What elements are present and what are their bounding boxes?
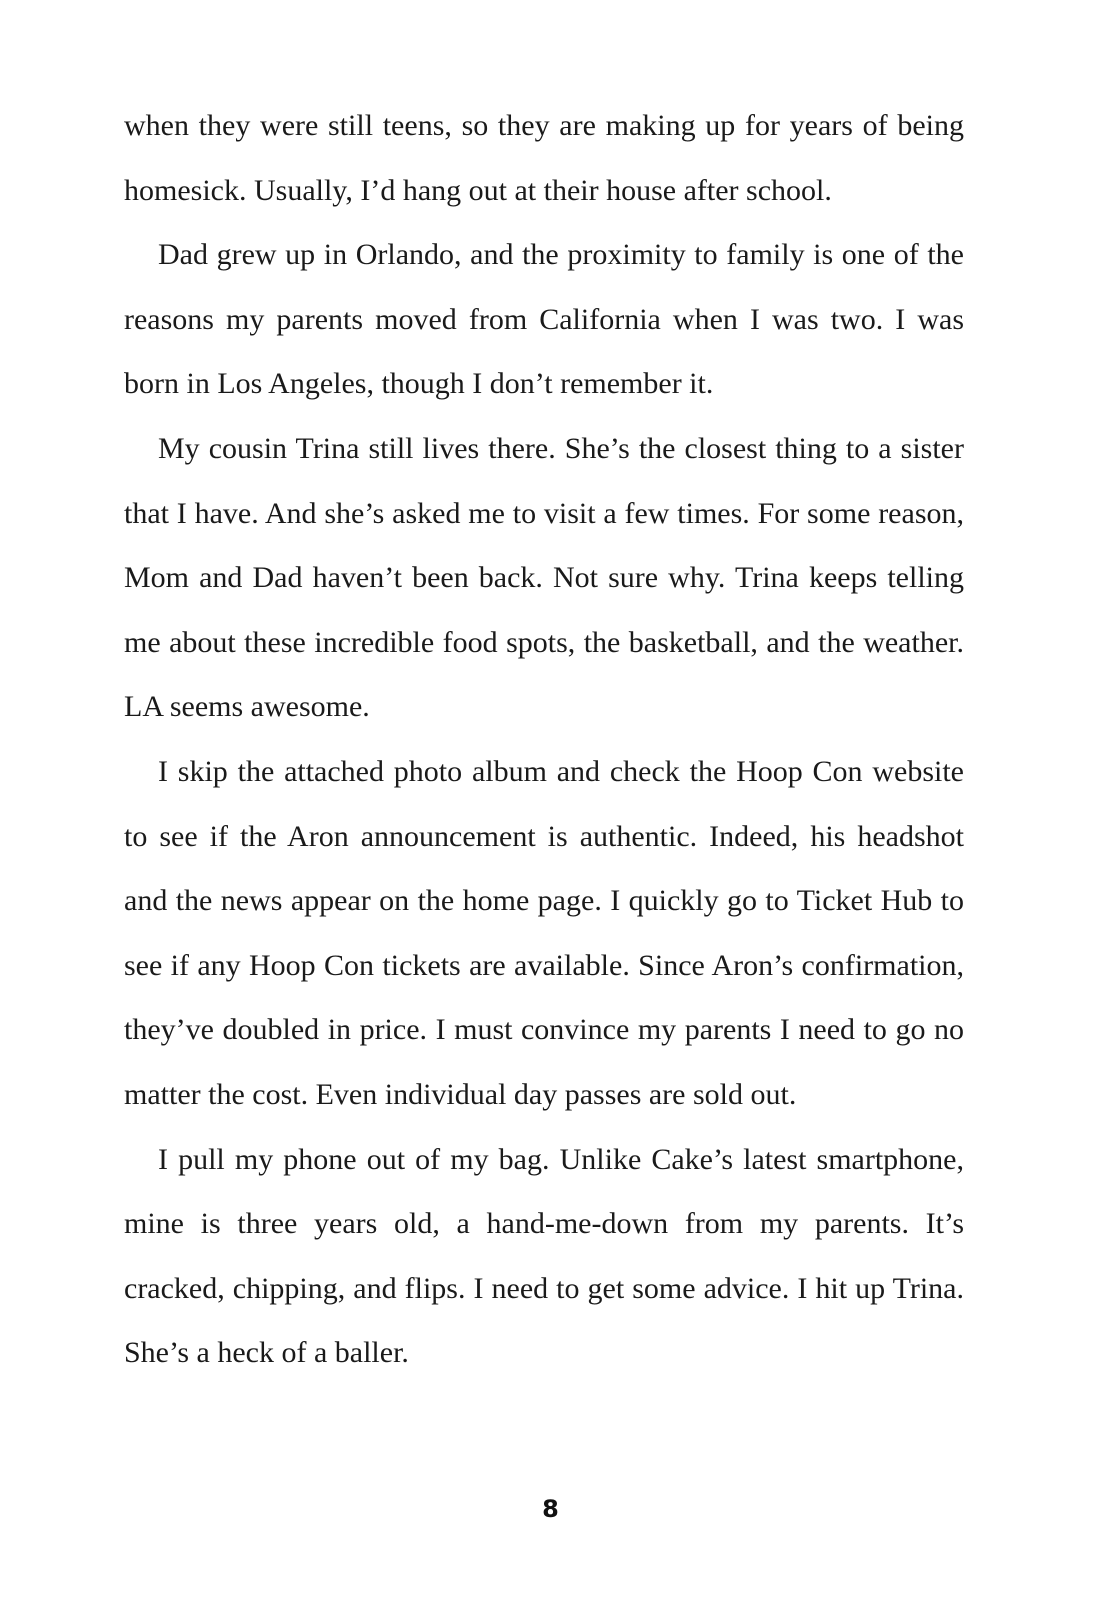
paragraph: I pull my phone out of my bag. Unlike Cake’s latest smartphone, mine is three years old, a hand-me-down from my parents. It’s cracked, chipping, and flips. I need to get some advice. I hit up Trina. She’s a heck of a baller. — [124, 1142, 964, 1370]
paragraph: My cousin Trina still lives there. She’s the closest thing to a sister that I have. And she’s asked me to visit a few times. For some reason, Mom and Dad haven’t been back. Not sure why. Trina keeps telling me about these incredible food spots, the basketball, and the weather. LA seems awesome. — [124, 431, 964, 724]
page-number: 8 — [542, 1495, 559, 1523]
paragraph: Dad grew up in Orlando, and the proximity to family is one of the reasons my parents moved from California when I was two. I was born in Los Angeles, though I don’t remember it. — [124, 238, 964, 401]
paragraph-continued: when they were still teens, so they are making up for years of being homesick. Usually, I’d hang out at their house after school. — [124, 109, 964, 207]
paragraph: I skip the attached photo album and check the Hoop Con website to see if the Aron announcement is authentic. Indeed, his headshot and the news appear on the home page. I quickly go to Ticket Hub to see if any Hoop Con tickets are available. Since Aron’s confirmation, they’ve doubled in price. I must convince my parents I need to go no matter the cost. Even individual day passes are sold out. — [124, 754, 964, 1111]
book-page-text — [124, 94, 964, 1386]
